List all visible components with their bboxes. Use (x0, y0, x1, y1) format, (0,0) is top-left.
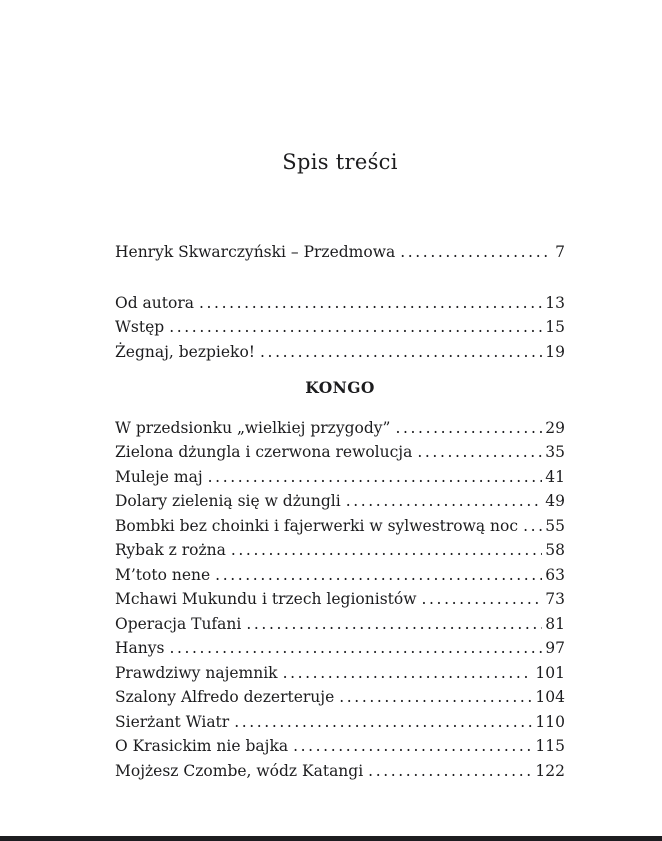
toc-entry (115, 240, 565, 265)
dot-leader (208, 465, 543, 490)
dot-leader (169, 636, 542, 661)
dot-leader (400, 240, 552, 265)
page-number: 97 (545, 639, 565, 657)
toc-entry-title: Zielona dżungla i czerwona rewolucja (115, 443, 413, 461)
toc-entry-title: Rybak z rożna (115, 541, 226, 559)
toc-group-intro (115, 291, 565, 365)
toc-entry (115, 661, 565, 686)
toc-entry-title: Dolary zielenią się w dżungli (115, 492, 341, 510)
dot-leader (417, 440, 542, 465)
toc-entry (115, 340, 565, 365)
toc-entry-title: Bombki bez choinki i fajerwerki w sylwestrową noc (115, 516, 519, 535)
toc-entry-title: Wstęp (115, 318, 165, 336)
toc-entry (115, 759, 565, 784)
toc-entry (115, 587, 565, 612)
toc-entry (115, 489, 565, 514)
toc-entry (115, 636, 565, 661)
dot-leader (199, 291, 542, 316)
toc-entry-title: Prawdziwy najemnik (115, 663, 278, 682)
toc-entry-title: O Krasickim nie bajka (115, 737, 289, 755)
dot-leader (293, 734, 532, 759)
table-of-contents (115, 240, 565, 783)
page-number: 7 (555, 243, 565, 261)
page-number: 55 (545, 516, 565, 535)
toc-entry-title: W przedsionku „wielkiej przygody” (115, 418, 391, 437)
page-number: 19 (545, 342, 565, 361)
toc-entry (115, 514, 565, 539)
dot-leader (283, 661, 533, 686)
page-number: 63 (545, 565, 565, 584)
page-number: 81 (545, 614, 565, 633)
toc-entry (115, 291, 565, 316)
dot-leader (523, 514, 542, 539)
page-number: 101 (535, 663, 565, 682)
page-number: 15 (545, 318, 565, 336)
page-number: 122 (535, 761, 565, 780)
dot-leader (395, 416, 542, 441)
dot-leader (246, 612, 542, 637)
toc-entry (115, 710, 565, 735)
toc-entry (115, 416, 565, 441)
dot-leader (231, 538, 542, 563)
page-number: 13 (545, 293, 565, 312)
toc-entry (115, 612, 565, 637)
toc-entry-title: Mojżesz Czombe, wódz Katangi (115, 761, 364, 780)
toc-entry-title: Od autora (115, 293, 194, 312)
dot-leader (234, 710, 532, 735)
page-number: 41 (545, 467, 565, 486)
toc-entry-title: Operacja Tufani (115, 614, 242, 633)
page-number: 73 (545, 590, 565, 608)
toc-group-foreword (115, 240, 565, 265)
dot-leader (215, 563, 542, 588)
dot-leader (260, 340, 542, 365)
toc-entry (115, 734, 565, 759)
section-heading-kongo: KONGO (305, 378, 375, 397)
page-number: 110 (535, 712, 565, 731)
toc-entry-title: Żegnaj, bezpieko! (115, 342, 256, 361)
toc-entry (115, 315, 565, 340)
toc-entry (115, 538, 565, 563)
dot-leader (368, 759, 532, 784)
page-number: 29 (545, 418, 565, 437)
page-number: 104 (535, 688, 565, 706)
page-number: 35 (545, 443, 565, 461)
dot-leader (422, 587, 543, 612)
page-title: Spis treści (282, 150, 398, 174)
toc-group-kongo (115, 416, 565, 784)
page-bottom-edge (0, 836, 662, 841)
dot-leader (339, 685, 532, 710)
toc-entry-title: Sierżant Wiatr (115, 712, 230, 731)
toc-entry-title: Mchawi Mukundu i trzech legionistów (115, 590, 417, 608)
toc-entry-title: Henryk Skwarczyński – Przedmowa (115, 243, 396, 261)
toc-entry-title: Szalony Alfredo dezerteruje (115, 688, 335, 706)
toc-entry (115, 440, 565, 465)
dot-leader (346, 489, 543, 514)
toc-entry (115, 685, 565, 710)
toc-entry (115, 563, 565, 588)
page-number: 115 (535, 737, 565, 755)
toc-entry-title: M’toto nene (115, 565, 211, 584)
page-number: 49 (545, 492, 565, 510)
dot-leader (169, 315, 542, 340)
toc-entry-title: Muleje maj (115, 467, 203, 486)
toc-entry-title: Hanys (115, 639, 165, 657)
page-number: 58 (545, 541, 565, 559)
toc-entry (115, 465, 565, 490)
